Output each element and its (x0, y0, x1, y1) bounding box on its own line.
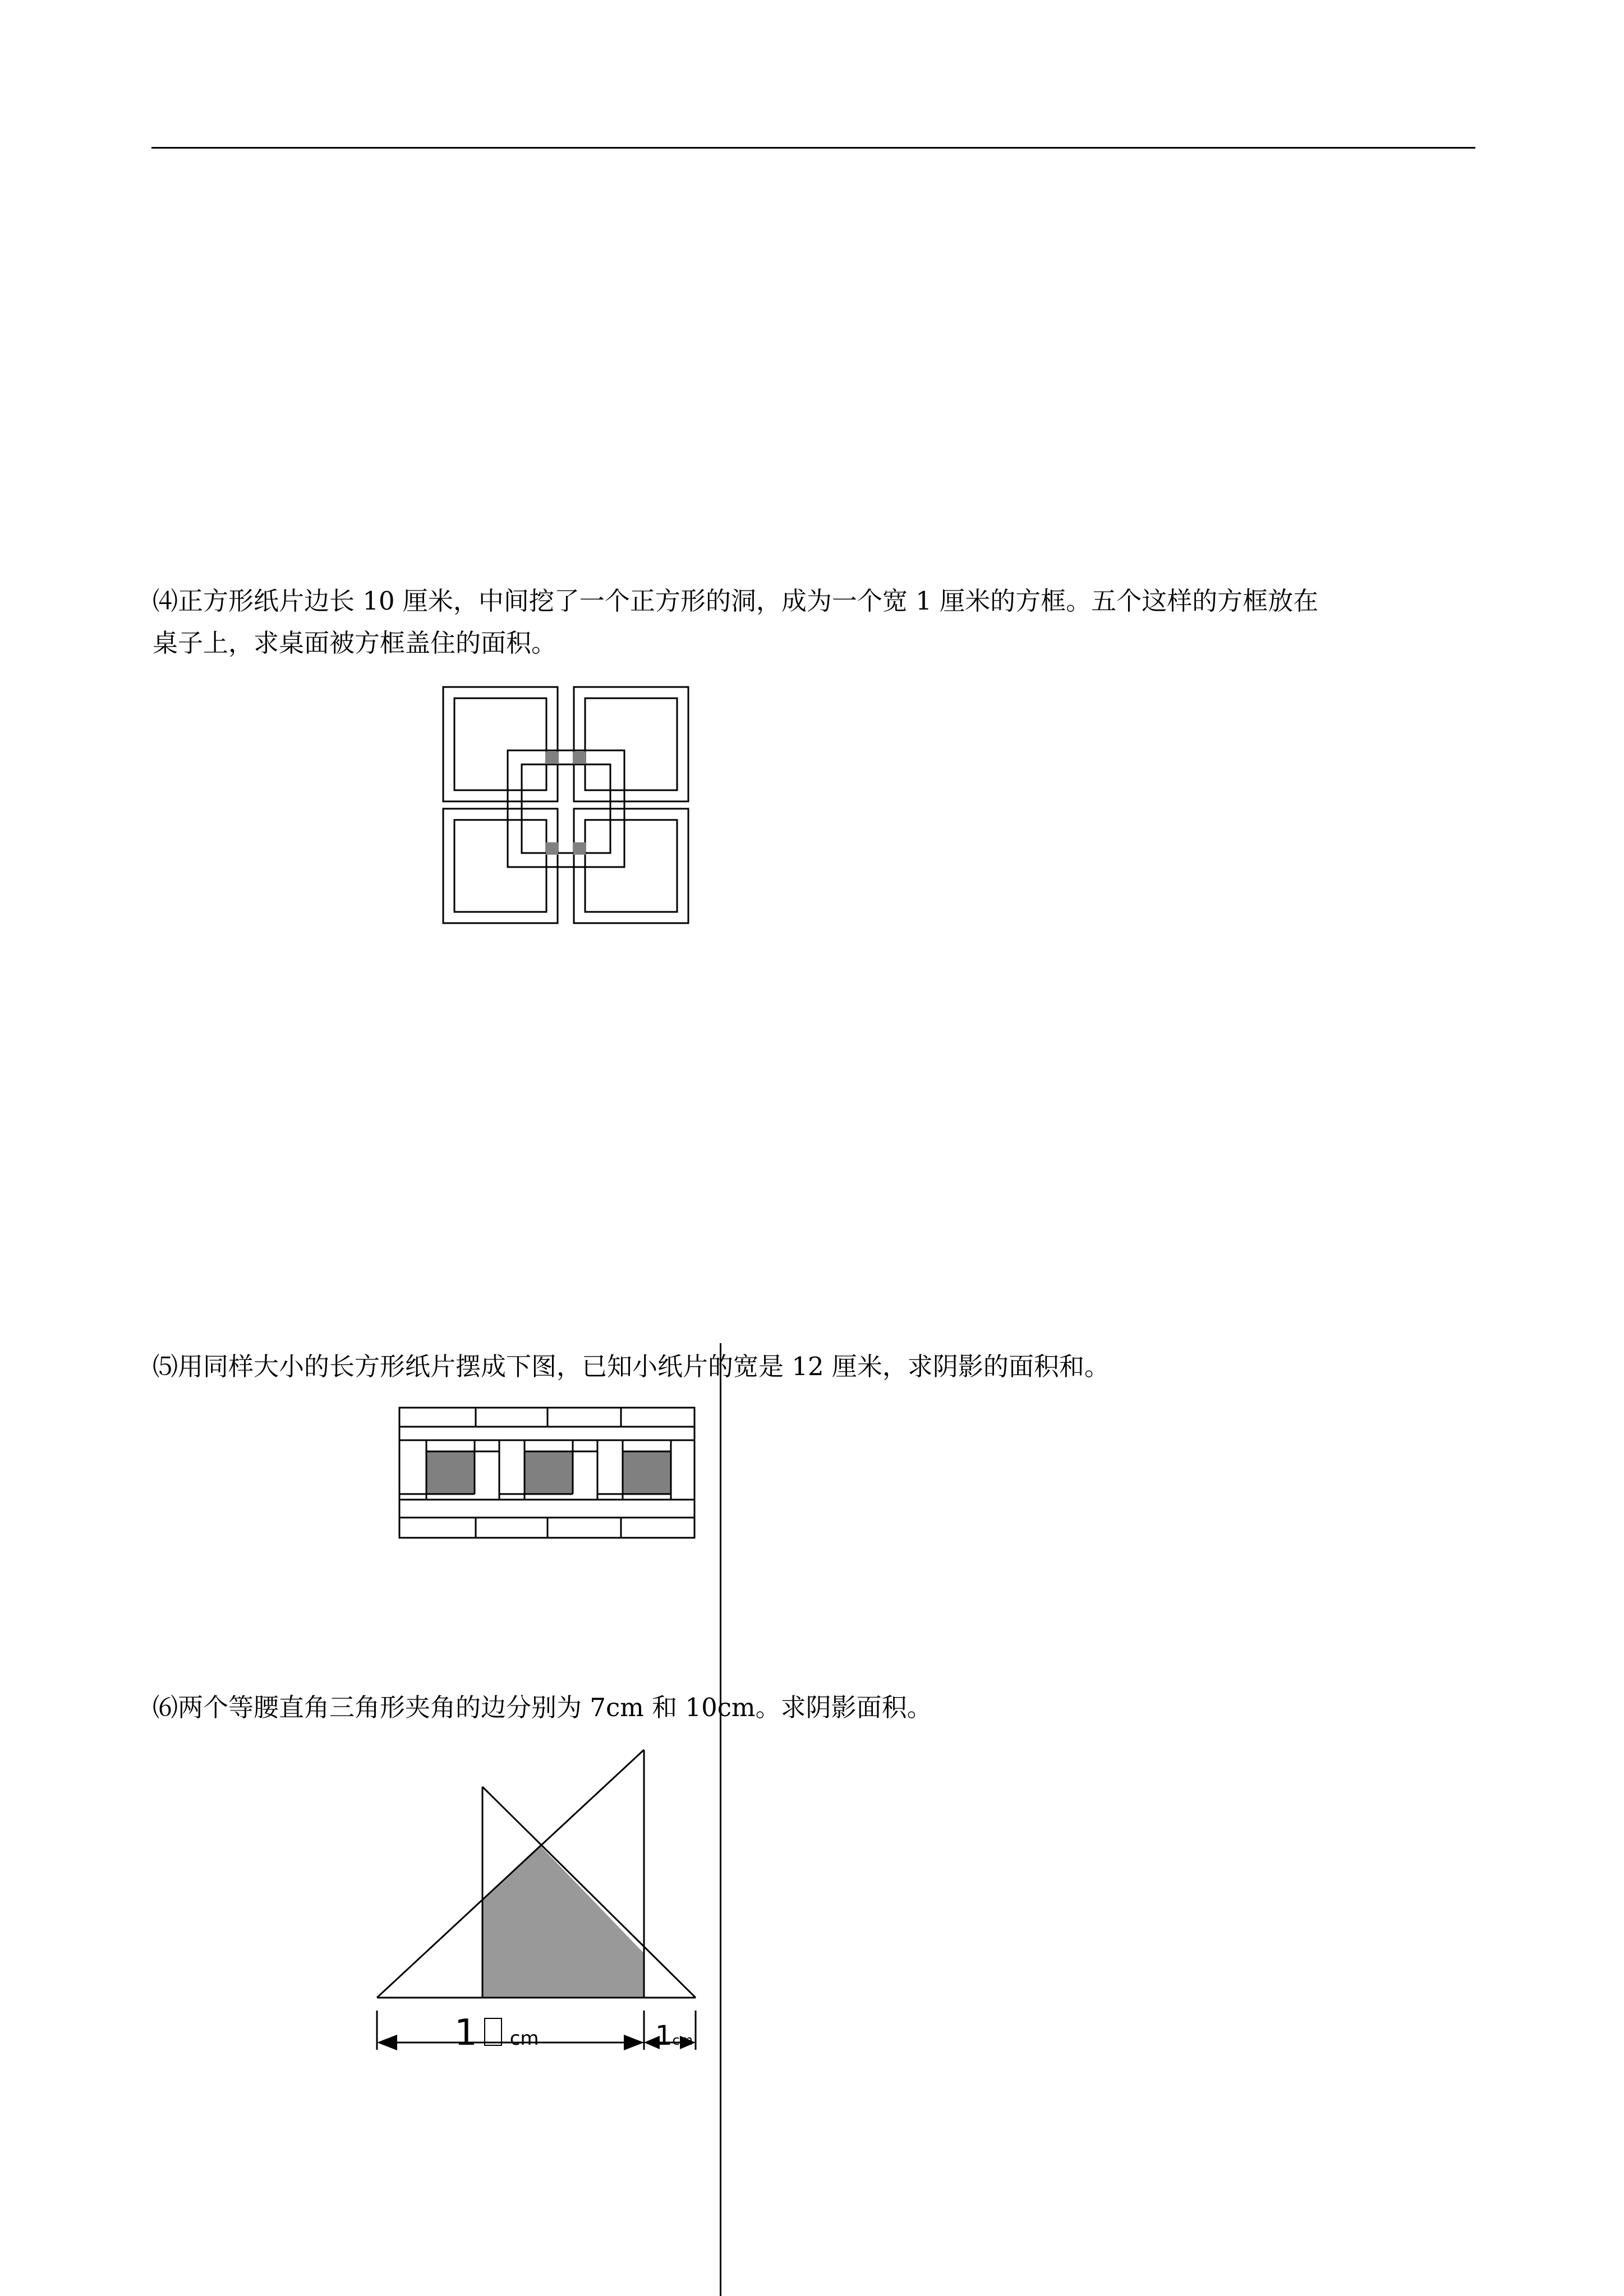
dimension-label-left (454, 2013, 539, 2058)
dimension-right-value: 1 (655, 2020, 673, 2051)
problem-5-text: 用同样大小的长方形纸片摆成下图，已知小纸片的宽是 12 厘米，求阴影的面积和。 (178, 1352, 1110, 1381)
problem-4-text-1: 正方形纸片边长 10 厘米，中间挖了一个正方形的洞，成为一个宽 1 厘米的方框。五个这样的方框放在 (178, 586, 1319, 616)
column-divider (720, 1343, 721, 2296)
dimension-left-box (484, 2018, 502, 2046)
problem-4-text-2: 桌子上，求桌面被方框盖住的面积。 (153, 628, 557, 658)
problem-6-line (153, 1688, 932, 1727)
problem-6-number: ⑹ (153, 1693, 178, 1722)
dimension-right-unit: cm (672, 2032, 693, 2048)
problem-4-line-2 (153, 624, 556, 663)
dimension-left-value: 1 (454, 2012, 477, 2054)
problem-5-number: ⑸ (153, 1352, 178, 1381)
problem-6-text: 两个等腰直角三角形夹角的边分别为 7cm 和 10cm。求阴影面积。 (178, 1693, 932, 1722)
header-rule (151, 147, 1475, 149)
dimension-left-unit: cm (509, 2027, 539, 2050)
problem-5-figure (398, 1407, 701, 1541)
problem-4-figure (440, 684, 698, 925)
problem-4-line-1 (153, 582, 1318, 621)
dimension-label-right (655, 2019, 693, 2057)
problem-5-line (153, 1347, 1110, 1386)
problem-4-number: ⑷ (153, 586, 178, 616)
